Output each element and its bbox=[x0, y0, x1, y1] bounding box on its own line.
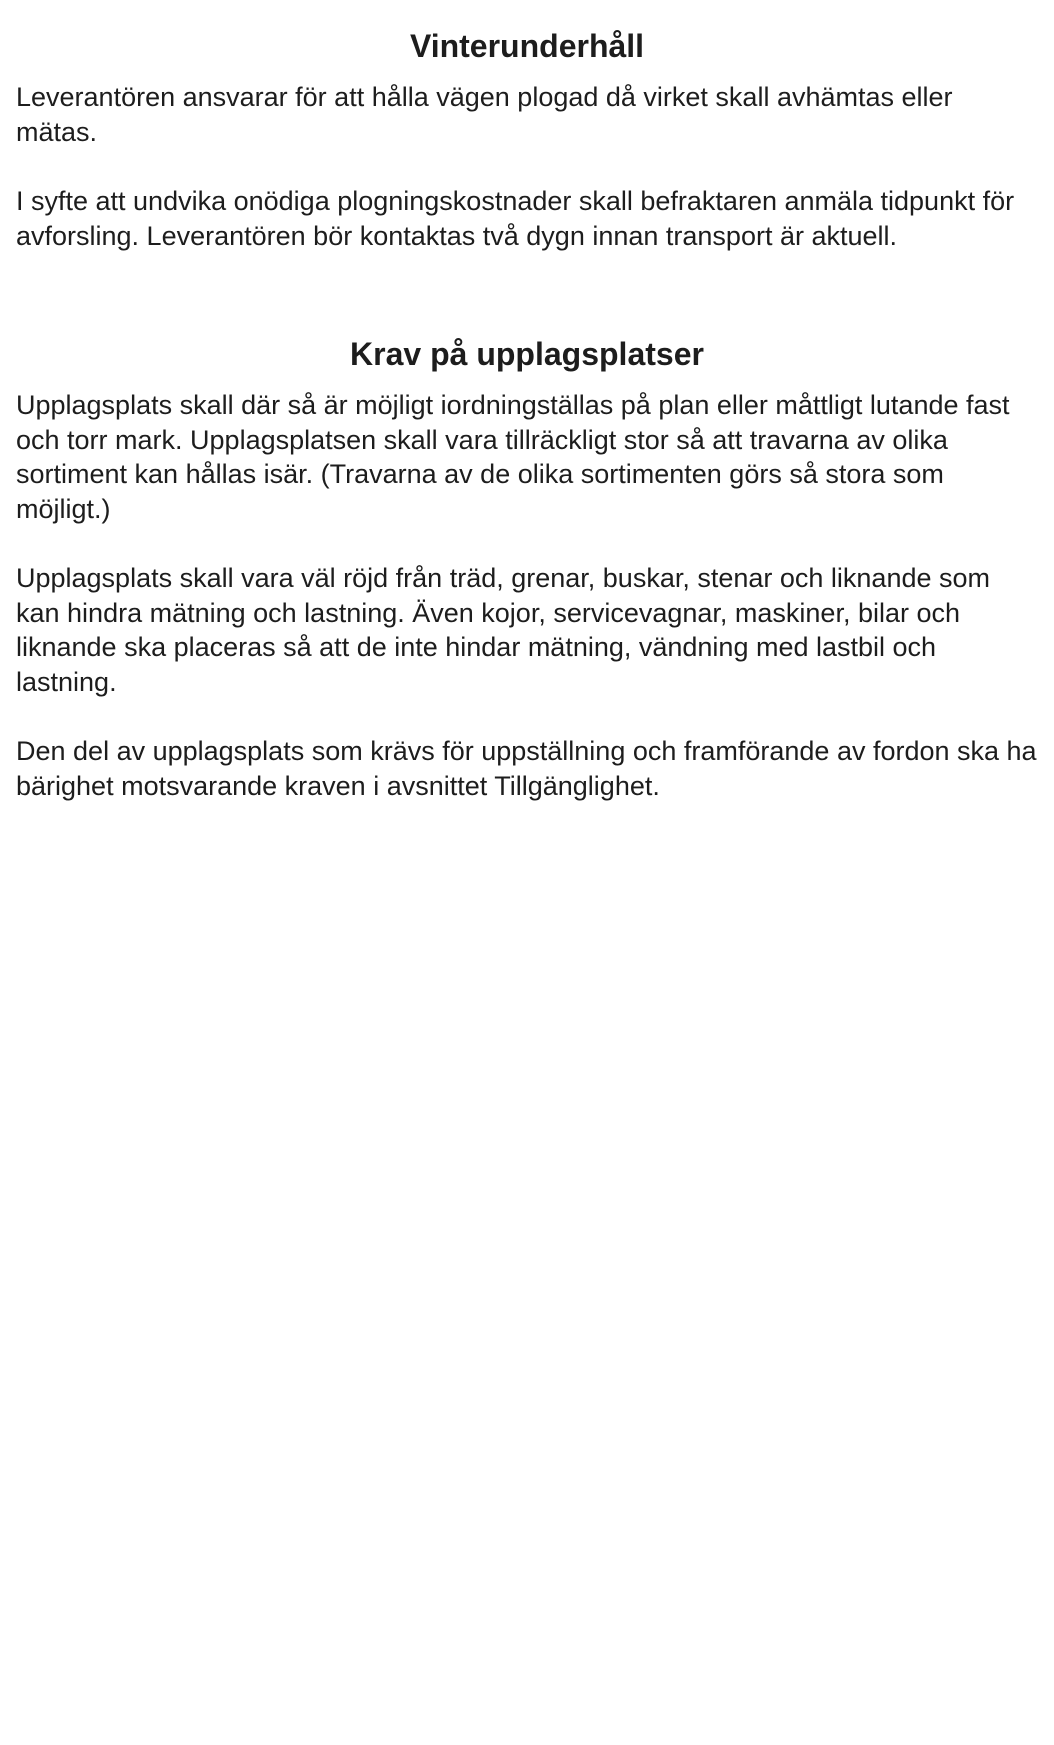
section-heading: Krav på upplagsplatser bbox=[350, 336, 704, 372]
paragraph: Den del av upplagsplats som krävs för uppställning och framförande av fordon ska ha bärighet motsvarande kraven i avsnittet Tillgänglighet. bbox=[16, 736, 1037, 801]
section-winter-maintenance bbox=[16, 26, 1038, 253]
section-storage-site-requirements bbox=[16, 334, 1038, 803]
section-heading: Vinterunderhåll bbox=[409, 28, 645, 64]
paragraph: I syfte att undvika onödiga plogningskostnader skall befraktaren anmäla tidpunkt för avforsling. Leverantören bör kontaktas två dygn innan transport är aktuell. bbox=[16, 186, 1015, 251]
paragraph: Leverantören ansvarar för att hålla vägen plogad då virket skall avhämtas eller mätas. bbox=[16, 82, 953, 147]
paragraph: Upplagsplats skall där så är möjligt iordningställas på plan eller måttligt lutande fast och torr mark. Upplagsplatsen skall vara tillräckligt stor så att travarna av olika sortiment kan hållas isär. (Travarna av de olika sortimenten görs så stora som möjligt.) bbox=[16, 390, 1010, 524]
paragraph: Upplagsplats skall vara väl röjd från träd, grenar, buskar, stenar och liknande som kan hindra mätning och lastning. Även kojor, servicevagnar, maskiner, bilar och liknande ska placeras så att de inte hindar mätning, vändning med lastbil och lastning. bbox=[16, 563, 991, 697]
